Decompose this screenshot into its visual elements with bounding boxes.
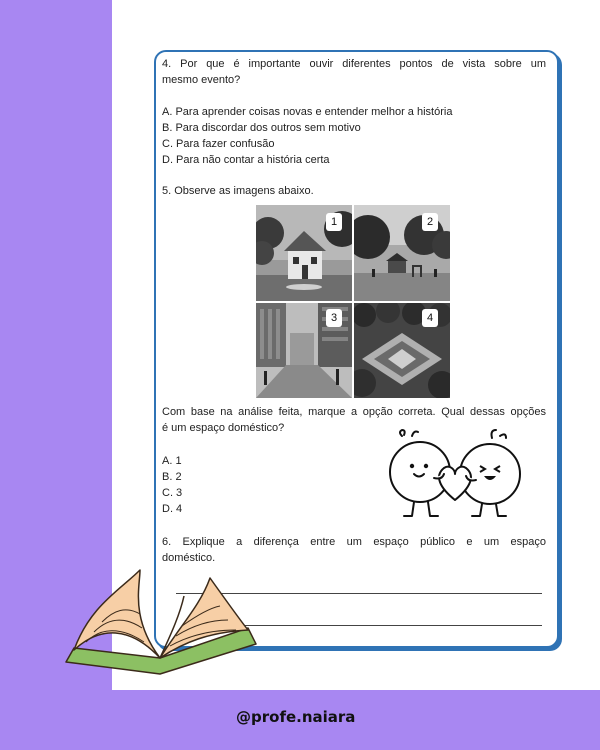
q6-text-line2: doméstico.	[162, 552, 216, 564]
q6-text-line1: 6. Explique a diferença entre um espaço público e um espaço	[162, 536, 546, 548]
image-2-label: 2	[422, 213, 438, 231]
answer-line-2[interactable]	[240, 625, 542, 626]
q5-option-b: B. 2	[162, 471, 182, 483]
q5-option-c: C. 3	[162, 487, 183, 499]
image-4-label: 4	[422, 309, 438, 327]
q5-option-d: D. 4	[162, 503, 183, 515]
image-grid	[256, 205, 450, 398]
q4-option-c: C. Para fazer confusão	[162, 138, 275, 150]
q4-option-d: D. Para não contar a história certa	[162, 154, 330, 166]
q5-intro: 5. Observe as imagens abaixo.	[162, 185, 314, 197]
q4-option-a: A. Para aprender coisas novas e entender melhor a história	[162, 106, 453, 118]
q5-prompt-line1: Com base na análise feita, marque a opção correta. Qual dessas opções	[162, 406, 546, 418]
author-handle: @profe.naiara	[236, 708, 356, 726]
image-3-label: 3	[326, 309, 342, 327]
q5-option-a: A. 1	[162, 455, 182, 467]
q4-option-b: B. Para discordar dos outros sem motivo	[162, 122, 361, 134]
image-1-label: 1	[326, 213, 342, 231]
friends-hugging-illustration	[384, 428, 526, 524]
q5-prompt-line2: é um espaço doméstico?	[162, 422, 285, 434]
open-book-illustration	[60, 566, 260, 690]
q4-text-line1: 4. Por que é importante ouvir diferentes pontos de vista sobre um	[162, 58, 546, 70]
q4-text-line2: mesmo evento?	[162, 74, 241, 86]
